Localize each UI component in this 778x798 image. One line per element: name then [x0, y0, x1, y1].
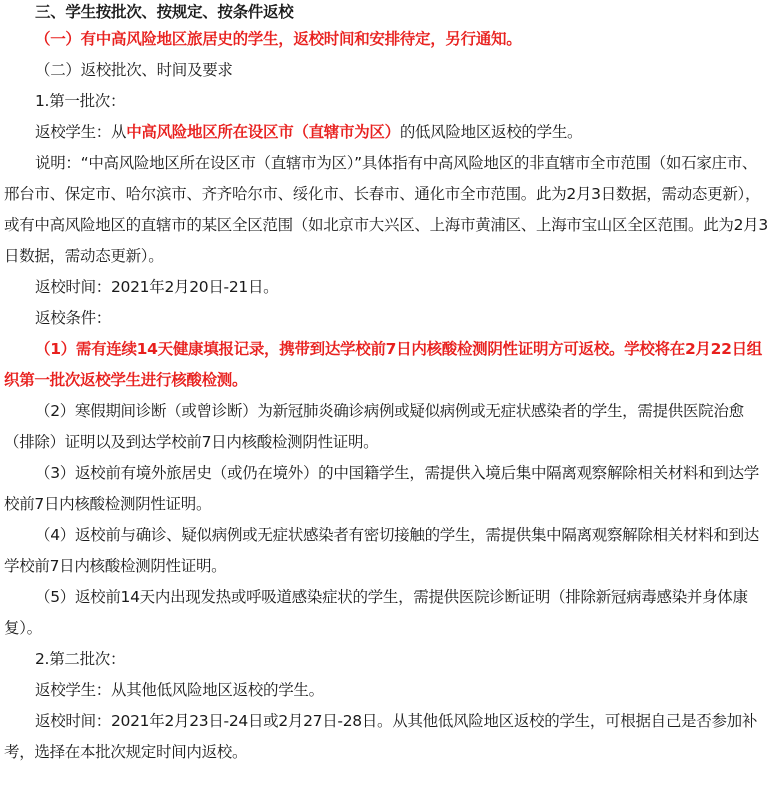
batch1-title: 1.第一批次：: [35, 92, 126, 110]
batch1-conditions-label: 返校条件：: [35, 309, 112, 327]
notice-high-risk: （一）有中高风险地区旅居史的学生，返校时间和安排待定，另行通知。: [35, 30, 522, 48]
batch1-condition-4: （4）返校前与确诊、疑似病例或无症状感染者有密切接触的学生，需提供集中隔离观察解除相关材料和到达学校前7日内核酸检测阴性证明。: [4, 526, 759, 575]
batch2-students: 返校学生：从其他低风险地区返校的学生。: [35, 681, 324, 699]
section-title: 三、学生按批次、按规定、按条件返校: [35, 3, 294, 21]
batch1-students-prefix: 返校学生：从: [35, 123, 127, 141]
batch1-time: 返校时间：2021年2月20日-21日。: [35, 278, 279, 296]
batch1-students-highlight: 中高风险地区所在设区市（直辖市为区）: [126, 123, 400, 141]
batch2-title: 2.第二批次：: [35, 650, 126, 668]
batch2-time: 返校时间：2021年2月23日-24日或2月27日-28日。从其他低风险地区返校的学生，可根据自己是否参加补考，选择在本批次规定时间内返校。: [4, 712, 758, 761]
batch1-condition-1: （1）需有连续14天健康填报记录，携带到达学校前7日内核酸检测阴性证明方可返校。学校将在2月22日组织第一批次返校学生进行核酸检测。: [4, 340, 762, 389]
batch1-students-suffix: 的低风险地区返校的学生。: [399, 123, 583, 141]
batch1-condition-5: （5）返校前14天内出现发热或呼吸道感染症状的学生，需提供医院诊断证明（排除新冠病毒感染并身体康复）。: [4, 588, 748, 637]
batch1-explanation: 说明：“中高风险地区所在设区市（直辖市为区）”具体指有中高风险地区的非直辖市全市范围（如石家庄市、邢台市、保定市、哈尔滨市、齐齐哈尔市、绥化市、长春市、通化市全市范围。此为2月3日数据，需动态更新），或有中高风险地区的直辖市的某区全区范围（如北京市大兴区、上海市黄浦区、上海市宝山区全区范围。此为2月3日数据，需动态更新）。: [4, 154, 768, 265]
batch1-students: [4, 117, 772, 148]
batch1-condition-3: （3）返校前有境外旅居史（或仍在境外）的中国籍学生，需提供入境后集中隔离观察解除相关材料和到达学校前7日内核酸检测阴性证明。: [4, 464, 759, 513]
batch1-condition-2: （2）寒假期间诊断（或曾诊断）为新冠肺炎确诊病例或疑似病例或无症状感染者的学生，需提供医院治愈（排除）证明以及到达学校前7日内核酸检测阴性证明。: [4, 402, 744, 451]
sub-heading-batches: （二）返校批次、时间及要求: [35, 61, 233, 79]
